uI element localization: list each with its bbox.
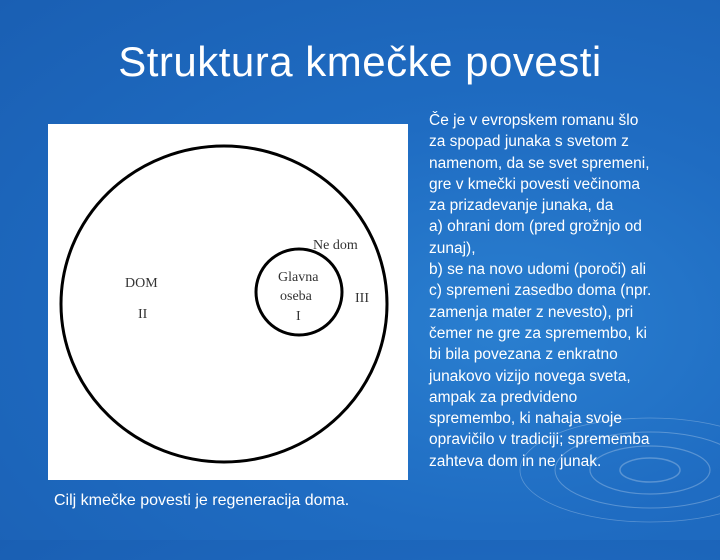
text-line: za spopad junaka s svetom z [429, 133, 629, 151]
slide-title: Struktura kmečke povesti [118, 38, 602, 85]
label-oseba: oseba [280, 289, 312, 304]
text-line: a) ohrani dom (pred grožnjo od [429, 218, 642, 236]
label-hero-number: I [296, 309, 301, 324]
text-line: c) spremeni zasedbo doma (npr. [429, 282, 652, 300]
diagram-caption: Cilj kmečke povesti je regeneracija doma. [54, 492, 350, 509]
text-line: Če je v evropskem romanu šlo [429, 112, 639, 129]
diagram-svg [48, 124, 408, 480]
text-line: b) se na novo udomi (poroči) ali [429, 261, 647, 279]
text-line: namenom, da se svet spremeni, [429, 154, 650, 172]
text-line: bi bila povezana z enkratno [429, 346, 618, 364]
outer-circle-ne-dom [61, 146, 387, 462]
explanation-text [429, 110, 715, 472]
text-line: zamenja mater z nevesto), pri [429, 303, 634, 321]
label-ne-dom: Ne dom [313, 238, 358, 253]
text-line: junakovo vizijo novega sveta, [429, 367, 631, 385]
text-line: zahteva dom in ne junak. [429, 452, 602, 470]
text-line: za prizadevanje junaka, da [429, 197, 614, 215]
text-line: gre v kmečki povesti večinoma [429, 175, 641, 193]
structure-diagram [48, 124, 408, 480]
text-line: čemer ne gre za spremembo, ki [429, 324, 647, 342]
text-line: spremembo, ki nahaja svoje [429, 410, 622, 428]
label-glavna: Glavna [278, 270, 319, 285]
text-line: ampak za predvideno [429, 388, 578, 406]
text-line: opravičilo v tradiciji; sprememba [429, 431, 650, 449]
text-line: zunaj), [429, 239, 476, 257]
label-dom: DOM [125, 276, 158, 291]
label-outer-number: III [355, 291, 369, 306]
label-dom-number: II [138, 307, 148, 322]
